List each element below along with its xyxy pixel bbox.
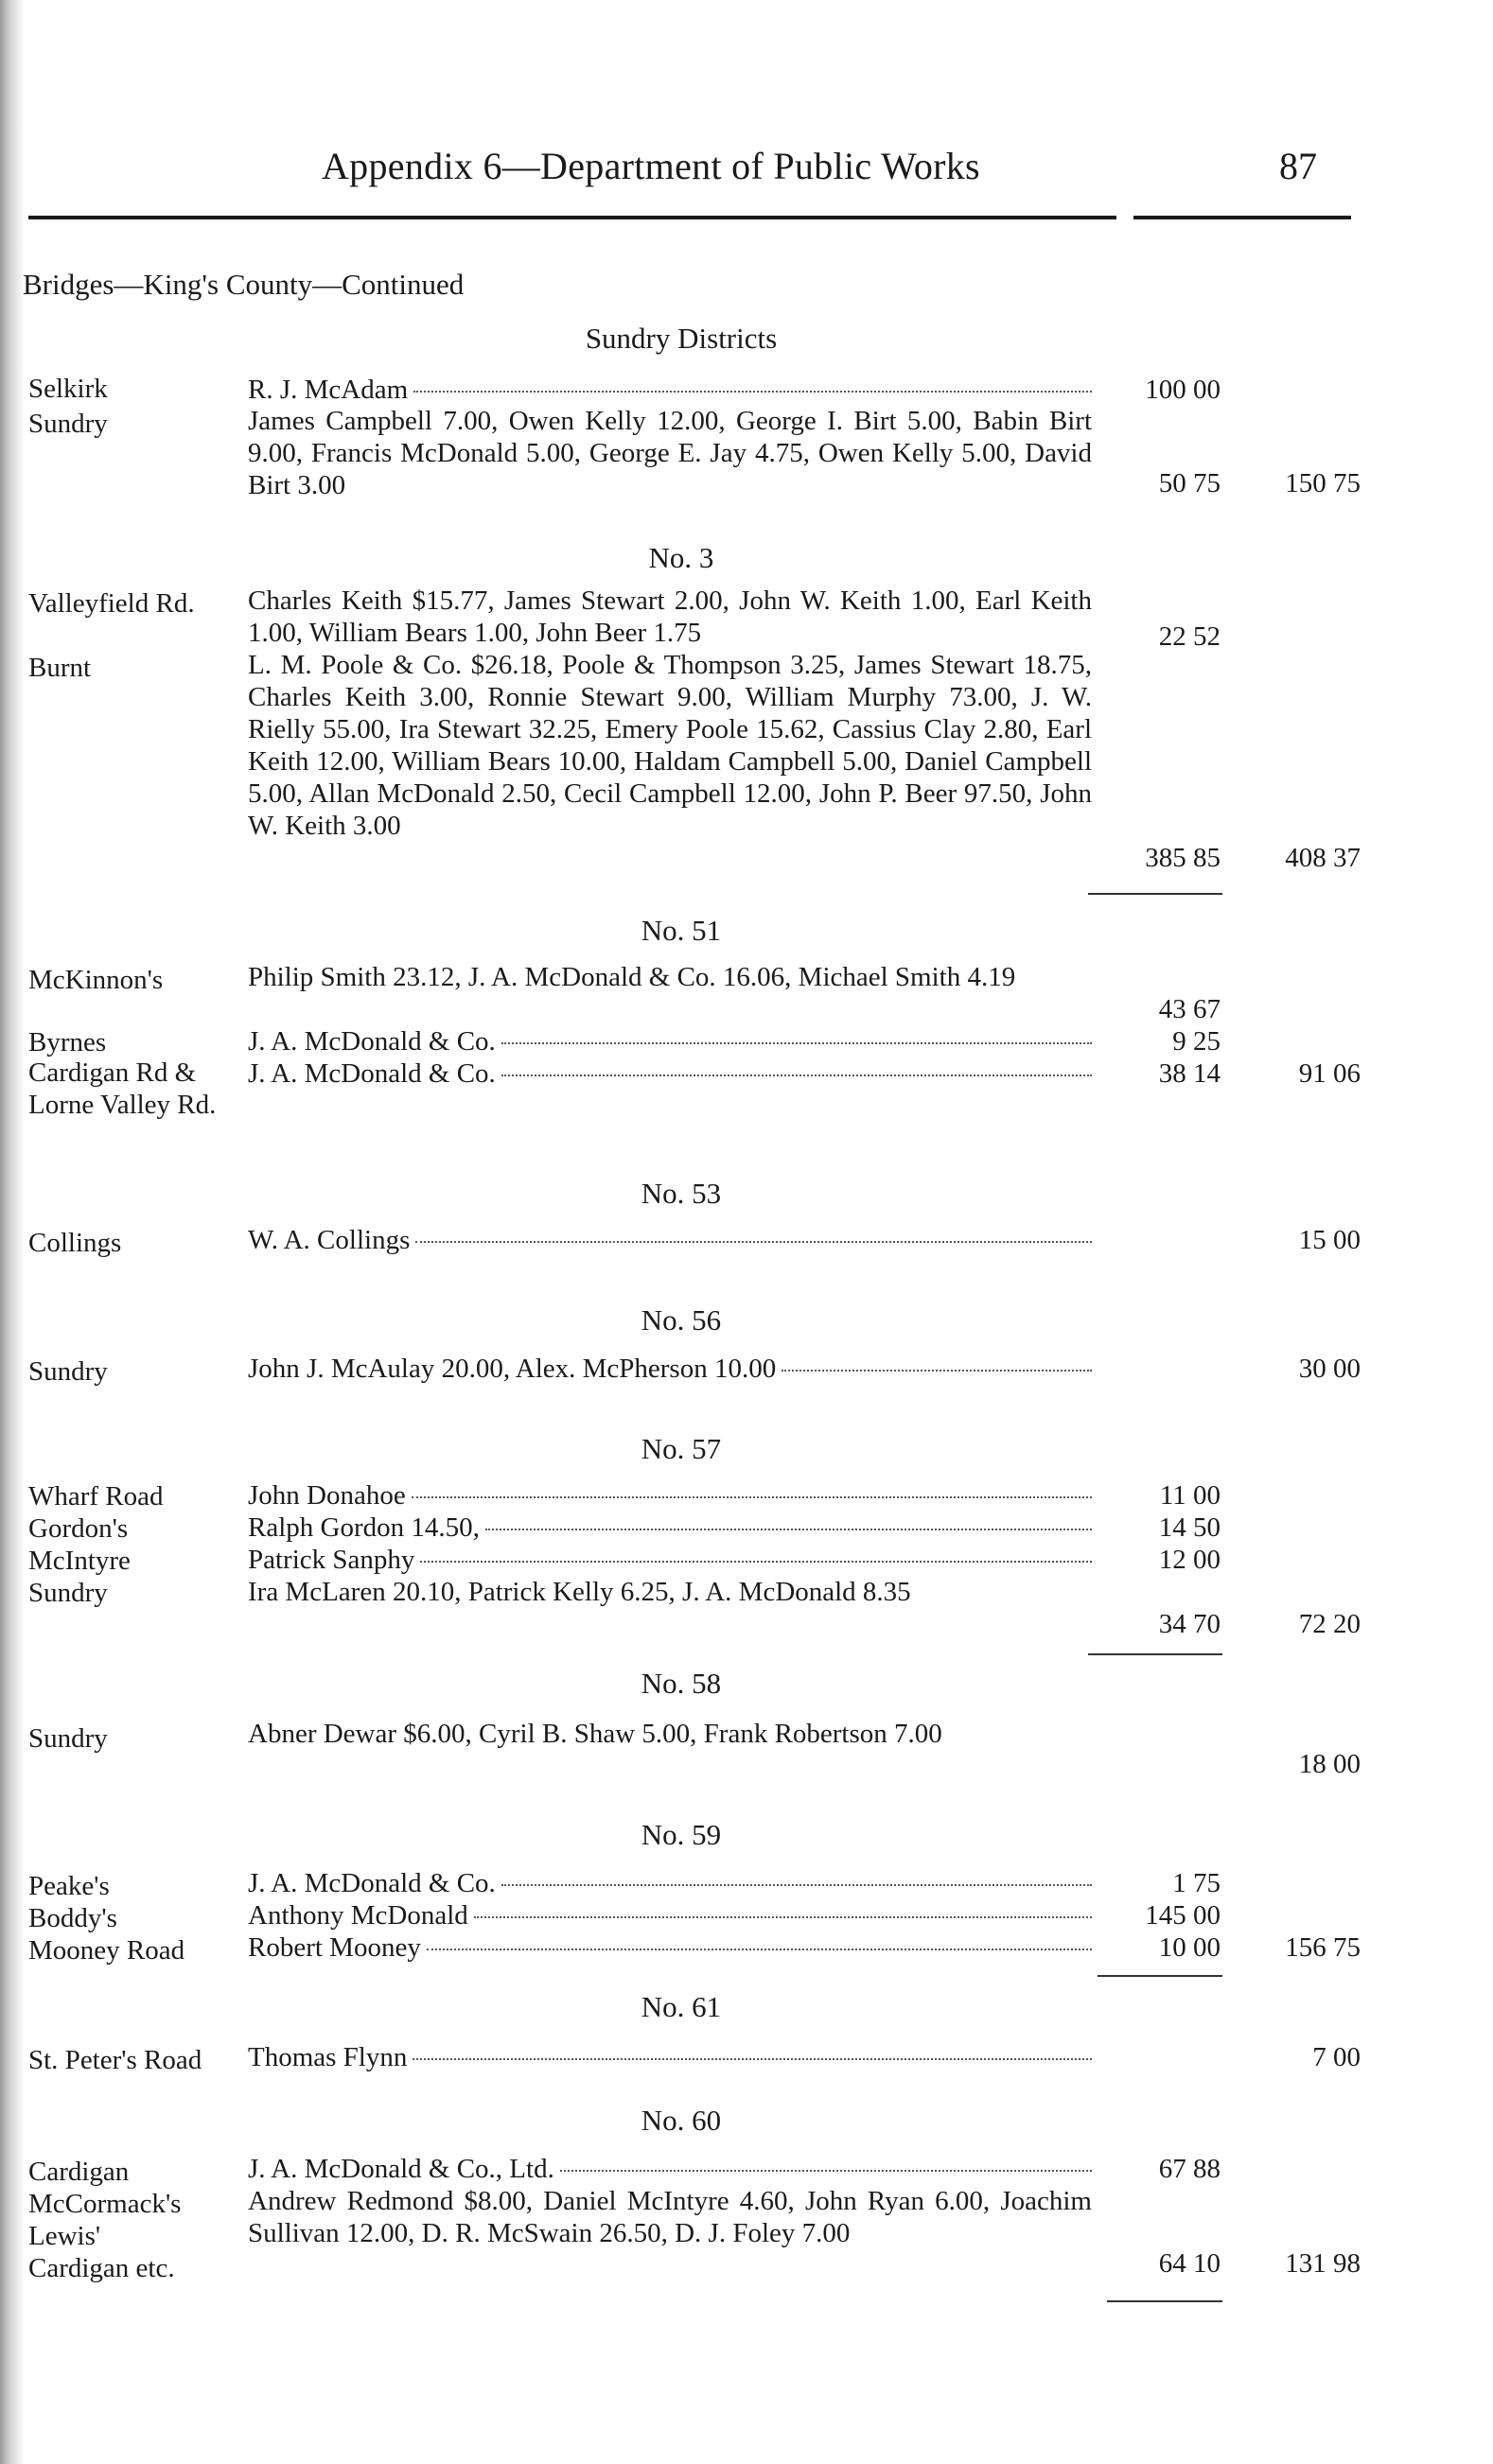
total: 72 20 — [1298, 1609, 1361, 1639]
entry-description: Thomas Flynn — [248, 2041, 1092, 2073]
header-rule-right — [1133, 216, 1351, 219]
entry-description: John Donahoe — [248, 1479, 1092, 1512]
amount: 38 14 — [1158, 1058, 1221, 1089]
amount: 64 10 — [1158, 2248, 1221, 2279]
entry-description: J. A. McDonald & Co., Ltd. — [248, 2153, 1092, 2185]
amount: 11 00 — [1159, 1480, 1221, 1511]
entry-description: J. A. McDonald & Co. — [248, 1867, 1092, 1899]
amount: 22 52 — [1158, 621, 1221, 652]
section-heading: No. 51 — [641, 914, 722, 947]
entry-description: Charles Keith $15.77, James Stewart 2.00, John W. Keith 1.00, Earl Keith 1.00, William Bears 1.00, John Beer 1.75 — [248, 585, 1092, 648]
total: 18 00 — [1298, 1749, 1361, 1779]
subtotal-rule — [1088, 893, 1222, 895]
place-name: McIntyre — [28, 1546, 131, 1576]
place-name: Cardigan — [28, 2157, 130, 2187]
place-name: McKinnon's — [28, 965, 164, 995]
amount: 43 67 — [1158, 994, 1221, 1024]
entry-description: Anthony McDonald — [248, 1899, 1092, 1931]
place-name: Selkirk — [28, 374, 108, 404]
entry-description: Andrew Redmond $8.00, Daniel McIntyre 4.60, John Ryan 6.00, Joachim Sullivan 12.00, D. R. McSwain 26.50, D. J. Foley 7.00 — [248, 2186, 1092, 2248]
section-heading: Sundry Districts — [585, 322, 778, 355]
amount: 34 70 — [1158, 1609, 1221, 1639]
place-name: Boddy's — [28, 1903, 117, 1933]
amount: 100 00 — [1145, 375, 1221, 405]
place-name: Cardigan etc. — [28, 2253, 175, 2283]
place-name: Wharf Road — [28, 1481, 164, 1512]
place-name: Sundry — [28, 1578, 108, 1608]
entry-description: Ira McLaren 20.10, Patrick Kelly 6.25, J. A. McDonald 8.35 — [248, 1577, 911, 1607]
amount: 385 85 — [1145, 843, 1221, 873]
header-rule — [28, 216, 1116, 219]
total: 150 75 — [1285, 468, 1361, 498]
entry-description: W. A. Collings — [248, 1224, 1092, 1256]
amount: 1 75 — [1172, 1868, 1221, 1898]
entry-description: L. M. Poole & Co. $26.18, Poole & Thompson 3.25, James Stewart 18.75, Charles Keith 3.00, Ronnie Stewart 9.00, William Murphy 73.00, J. W. Rielly 55.00, Ira Stewart 32.25, Emery Poole 15.62, Cassius Clay 2.80, Earl Keith 12.00, William Bears 10.00, Haldam Campbell 5.00, Daniel Campbell 5.00, Allan McDonald 2.50, Cecil Campbell 12.00, John P. Beer 97.50, John W. Keith 3.00 — [248, 650, 1092, 841]
section-heading: No. 61 — [641, 1990, 722, 2023]
place-name: Peake's — [28, 1871, 110, 1901]
entry-description: Abner Dewar $6.00, Cyril B. Shaw 5.00, Frank Robertson 7.00 — [248, 1719, 942, 1749]
total: 15 00 — [1298, 1225, 1361, 1255]
section-heading: No. 3 — [648, 541, 714, 574]
entry-description: Robert Mooney — [248, 1931, 1092, 1964]
total: 131 98 — [1285, 2248, 1361, 2279]
amount: 50 75 — [1158, 468, 1221, 498]
amount: 10 00 — [1158, 1932, 1221, 1963]
place-name: Cardigan Rd & Lorne Valley Rd. — [28, 1057, 217, 1120]
entry-description: James Campbell 7.00, Owen Kelly 12.00, George I. Birt 5.00, Babin Birt 9.00, Francis McDonald 5.00, George E. Jay 4.75, Owen Kelly 5.00, David Birt 3.00 — [248, 406, 1092, 500]
total: 156 75 — [1285, 1932, 1361, 1963]
total: 91 06 — [1298, 1058, 1361, 1089]
entry-description: J. A. McDonald & Co. — [248, 1025, 1092, 1057]
place-name: Collings — [28, 1228, 122, 1258]
place-name: Sundry — [28, 409, 108, 439]
page-number: 87 — [1279, 145, 1317, 187]
amount: 145 00 — [1145, 1900, 1221, 1931]
place-name: Valleyfield Rd. — [28, 588, 195, 619]
place-name: St. Peter's Road — [28, 2045, 202, 2075]
page-title: Appendix 6—Department of Public Works — [322, 145, 980, 187]
entry-description: Patrick Sanphy — [248, 1544, 1092, 1576]
entry-description: John J. McAulay 20.00, Alex. McPherson 10.00 — [248, 1353, 1092, 1385]
subtotal-rule — [1107, 2300, 1222, 2302]
section-heading: No. 57 — [641, 1432, 722, 1465]
section-heading: No. 56 — [641, 1303, 722, 1337]
section-heading: No. 60 — [641, 2104, 722, 2137]
place-name: Sundry — [28, 1723, 108, 1754]
amount: 14 50 — [1158, 1512, 1221, 1543]
place-name: Gordon's — [28, 1513, 129, 1544]
entry-description: Ralph Gordon 14.50, — [248, 1512, 1092, 1544]
amount: 12 00 — [1158, 1545, 1221, 1575]
place-name: Burnt — [28, 653, 92, 683]
place-name: Sundry — [28, 1356, 108, 1387]
total: 7 00 — [1312, 2042, 1361, 2072]
total: 408 37 — [1285, 843, 1361, 873]
amount: 9 25 — [1172, 1026, 1221, 1057]
entry-description: R. J. McAdam — [248, 374, 1092, 406]
running-head: Bridges—King's County—Continued — [23, 268, 465, 301]
amount: 67 88 — [1158, 2154, 1221, 2184]
place-name: Mooney Road — [28, 1935, 185, 1966]
section-heading: No. 58 — [641, 1667, 722, 1700]
place-name: McCormack's — [28, 2189, 182, 2219]
entry-description: Philip Smith 23.12, J. A. McDonald & Co. 16.06, Michael Smith 4.19 — [248, 962, 1016, 992]
place-name: Byrnes — [28, 1027, 107, 1057]
section-heading: No. 59 — [641, 1818, 722, 1851]
entry-description: J. A. McDonald & Co. — [248, 1057, 1092, 1090]
subtotal-rule — [1098, 1975, 1222, 1977]
section-heading: No. 53 — [641, 1177, 722, 1210]
total: 30 00 — [1298, 1354, 1361, 1384]
place-name: Lewis' — [28, 2221, 101, 2251]
subtotal-rule — [1088, 1653, 1222, 1655]
